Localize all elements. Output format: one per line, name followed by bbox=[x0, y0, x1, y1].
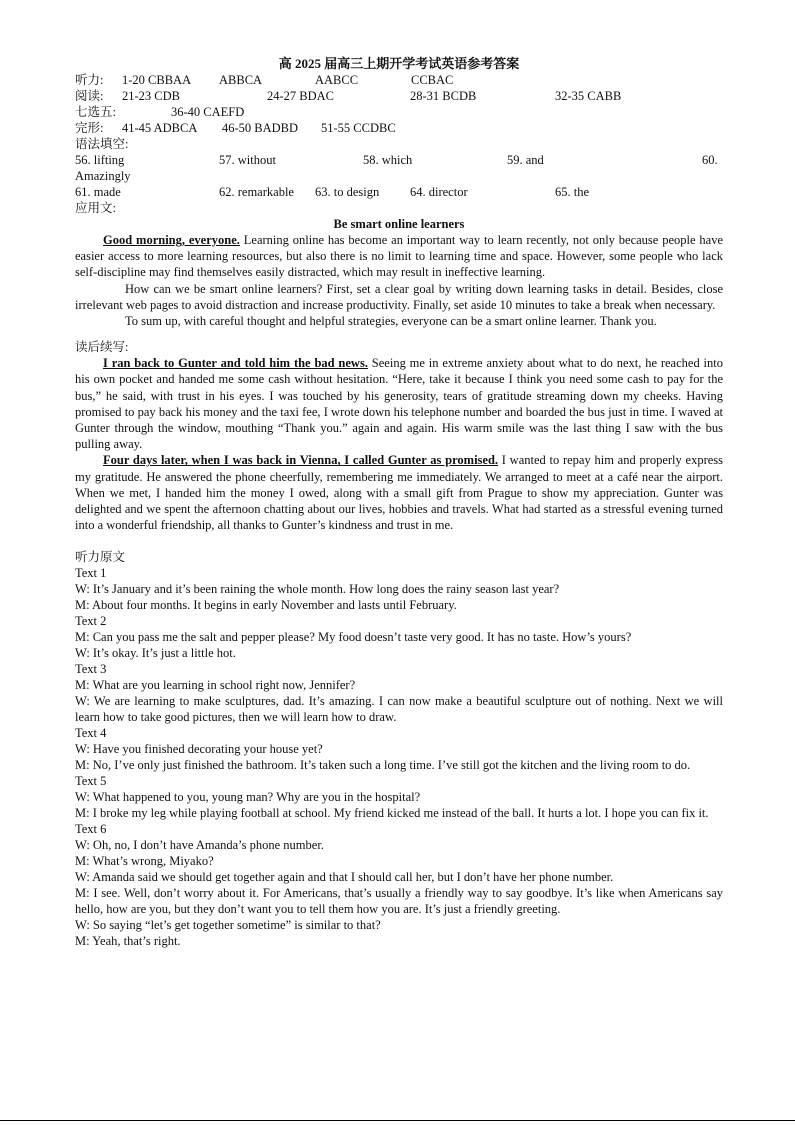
dialogue-line: W: We are learning to make sculptures, dad. It’s amazing. I can now make a beautiful sculpture out of nothing. Next we will learn how to take good pictures, then we will learn how to draw. bbox=[75, 694, 723, 725]
dialogue-line: W: Amanda said we should get together again and that I should call her, but I don’t have her phone number. bbox=[75, 870, 614, 885]
continuation-lead-2: Four days later, when I was back in Vienna, I called Gunter as promised. bbox=[103, 453, 499, 468]
dialogue-line: W: What happened to you, young man? Why are you in the hospital? bbox=[75, 790, 421, 805]
cloze-answers bbox=[75, 120, 723, 136]
text-title: Text 6 bbox=[75, 822, 107, 837]
applied-writing-label: 应用文: bbox=[75, 201, 116, 215]
reading-group-2: 24-27 BDAC bbox=[267, 89, 335, 103]
listening-group-4: CCBAC bbox=[411, 73, 454, 87]
dialogue-line: W: Have you finished decorating your house yet? bbox=[75, 742, 323, 757]
text-title: Text 4 bbox=[75, 726, 107, 741]
dialogue-line: M: No, I’ve only just finished the bathroom. It’s taken such a long time. I’ve still got the kitchen and the living room to do. bbox=[75, 758, 691, 773]
grammar-row-1 bbox=[75, 152, 723, 168]
grammar-item: 63. to design bbox=[315, 185, 380, 199]
grammar-row-2 bbox=[75, 184, 723, 200]
seven-choose-five-answers bbox=[75, 104, 723, 120]
answer-key-page bbox=[75, 56, 723, 949]
dialogue-line: M: I see. Well, don’t worry about it. For Americans, that’s usually a friendly way to say goodbye. It’s like when Americans say hello, how are you, but they don’t want you to tell them how you are. It’s just a friendly greeting. bbox=[75, 886, 723, 917]
reading-label: 阅读: bbox=[75, 89, 104, 103]
grammar-label-row bbox=[75, 136, 723, 152]
cloze-group-2: 46-50 BADBD bbox=[222, 121, 299, 135]
seven-value: 36-40 CAEFD bbox=[171, 105, 245, 119]
listening-group-2: ABBCA bbox=[219, 73, 263, 87]
dialogue-line: M: What’s wrong, Miyako? bbox=[75, 854, 214, 869]
text-title: Text 2 bbox=[75, 614, 107, 629]
reading-answers bbox=[75, 88, 723, 104]
text-title: Text 5 bbox=[75, 774, 107, 789]
dialogue-line: M: What are you learning in school right now, Jennifer? bbox=[75, 678, 356, 693]
dialogue-line: W: Oh, no, I don’t have Amanda’s phone number. bbox=[75, 838, 324, 853]
continuation-paragraph-1-body: Seeing me in extreme anxiety about what to do next, he reached into his own pocket and handed me some cash without hesitation. “Here, take it because I think you need some cash to pay for the bus,” he said, with trust in his eyes. I was touched by his generosity, tears of gratitude streaming down my cheeks. Having promised to pay back his money and the taxi fee, I wrote down his telephone number and boarded the bus just in time. I waved at Gunter through the window, mouthing “Thank you.” again and again. His warm smile was the last thing I saw with the bus pulling away. bbox=[75, 356, 723, 452]
dialogue-line: M: Yeah, that’s right. bbox=[75, 934, 181, 949]
grammar-item: 58. which bbox=[363, 153, 413, 167]
transcript-text-3 bbox=[75, 661, 723, 725]
reading-group-1: 21-23 CDB bbox=[122, 89, 180, 103]
listening-group-3: AABCC bbox=[315, 73, 359, 87]
seven-label: 七选五: bbox=[75, 105, 116, 119]
page-title: 高 2025 届高三上期开学考试英语参考答案 bbox=[278, 56, 520, 71]
dialogue-line: M: Can you pass me the salt and pepper please? My food doesn’t taste very good. It has no taste. How’s yours? bbox=[75, 630, 632, 645]
dialogue-line: W: It’s January and it’s been raining the whole month. How long does the rainy season last year? bbox=[75, 582, 560, 597]
transcript-text-6 bbox=[75, 821, 723, 949]
dialogue-line: W: It’s okay. It’s just a little hot. bbox=[75, 646, 236, 661]
grammar-item: 56. lifting bbox=[75, 153, 125, 167]
transcript-text-4 bbox=[75, 725, 723, 773]
transcript-label: 听力原文 bbox=[75, 550, 126, 565]
text-title: Text 3 bbox=[75, 662, 107, 677]
listening-group-1: 1-20 CBBAA bbox=[122, 73, 192, 87]
reading-group-3: 28-31 BCDB bbox=[410, 89, 477, 103]
grammar-row-1-wrap bbox=[75, 168, 723, 184]
essay-paragraph-3: To sum up, with careful thought and helpful strategies, everyone can be a smart online learner. Thank you. bbox=[125, 314, 657, 329]
grammar-item: 62. remarkable bbox=[219, 185, 294, 199]
essay-paragraph-2: How can we be smart online learners? First, set a clear goal by writing down learning tasks in detail. Besides, close irrelevant web pages to avoid distraction and increase productivity. Finally, set aside 10 minutes to take a break when necessary. bbox=[75, 281, 723, 312]
essay-paragraph-1-body: Learning online has become an important way to learn recently, not only because people have easier access to more learning resources, but also there is no limit to learning time and space. However, some people who lack self-discipline may find themselves easily distracted, which may result in ineffective learning. bbox=[75, 233, 723, 280]
dialogue-line: M: I broke my leg while playing football at school. My friend kicked me instead of the ball. It hurts a lot. I hope you can fix it. bbox=[75, 806, 709, 821]
continuation-lead-1: I ran back to Gunter and told him the bad news. bbox=[103, 356, 368, 371]
grammar-item: 65. the bbox=[555, 185, 590, 199]
dialogue-line: W: So saying “let’s get together sometime” is similar to that? bbox=[75, 918, 381, 933]
continuation-paragraph-1 bbox=[75, 355, 723, 452]
text-title: Text 1 bbox=[75, 566, 107, 581]
cloze-label: 完形: bbox=[75, 121, 104, 135]
listening-label: 听力: bbox=[75, 73, 104, 87]
transcript-text-5 bbox=[75, 773, 723, 821]
essay-opening: Good morning, everyone. bbox=[103, 233, 240, 247]
grammar-item: 60. bbox=[702, 153, 718, 167]
grammar-item: 61. made bbox=[75, 185, 121, 199]
essay-paragraph-1 bbox=[75, 232, 723, 281]
transcript-text-1 bbox=[75, 565, 723, 613]
continuation-paragraph-2-body: I wanted to repay him and properly express my gratitude. He answered the phone cheerfully, remembering me immediately. We arranged to meet at a café near the airport. When we met, I handed him the money I owed, along with a small gift from Prague to show my appreciation. Gunter was delighted and we spent the afternoon chatting about our lives, hobbies and travels. What had started as a stressful evening turned into a wonderful friendship, all thanks to Gunter’s kindness and trust in me. bbox=[75, 453, 724, 533]
listening-answers bbox=[75, 72, 723, 88]
grammar-item: 59. and bbox=[507, 153, 544, 167]
grammar-item: Amazingly bbox=[75, 169, 131, 183]
dialogue-line: M: About four months. It begins in early November and lasts until February. bbox=[75, 598, 457, 613]
cloze-group-1: 41-45 ADBCA bbox=[122, 121, 198, 135]
cloze-group-3: 51-55 CCDBC bbox=[321, 121, 396, 135]
continuation-label: 读后续写: bbox=[75, 340, 129, 355]
page-bottom-border bbox=[0, 1120, 795, 1121]
grammar-item: 57. without bbox=[219, 153, 276, 167]
grammar-label: 语法填空: bbox=[75, 137, 129, 151]
grammar-item: 64. director bbox=[410, 185, 468, 199]
essay-title: Be smart online learners bbox=[333, 217, 465, 231]
transcript-text-2 bbox=[75, 613, 723, 661]
reading-group-4: 32-35 CABB bbox=[555, 89, 622, 103]
continuation-paragraph-2 bbox=[75, 452, 723, 533]
